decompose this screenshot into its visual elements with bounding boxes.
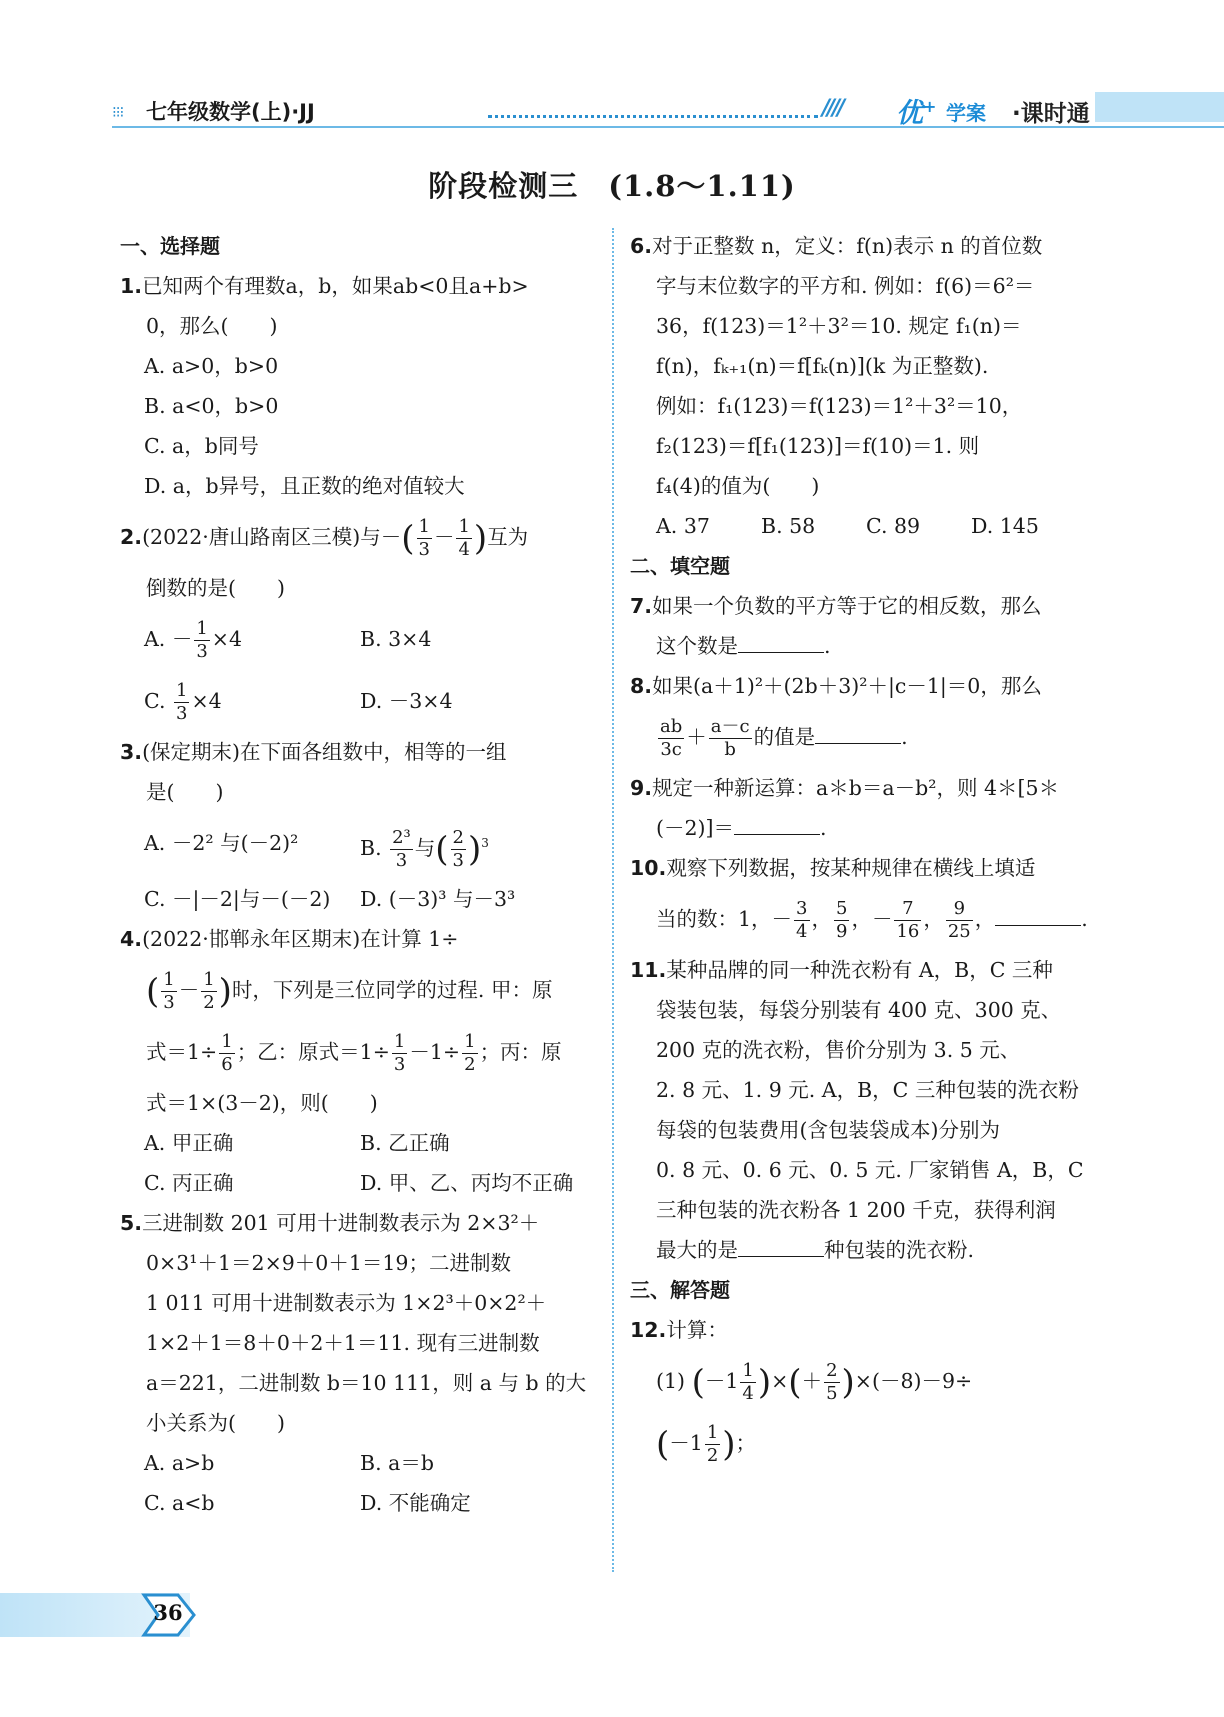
numerator: 2 — [826, 1360, 838, 1381]
denominator: 2 — [464, 1053, 476, 1075]
question-text: 0，那么( ) — [146, 314, 278, 338]
period: . — [824, 634, 831, 658]
question-1 — [120, 266, 598, 506]
expression-text: －1 — [704, 1369, 739, 1393]
fraction — [705, 1422, 720, 1467]
option-b: B. $\frac{\text{2³}}{3}$ 与( $\frac{2}{3}$ )$^3$ — [360, 826, 489, 871]
header-rule — [112, 126, 1224, 128]
question-text: 已知两个有理数a，b，如果ab<0且a+b> — [142, 274, 529, 298]
question-number: 10. — [630, 856, 667, 880]
question-text: 时，下列是三位同学的过程. 甲：原 — [231, 977, 553, 1002]
option-c: C. 89 — [866, 514, 921, 538]
numerator: 1 — [163, 968, 175, 990]
question-text: 规定一种新运算：a＊b＝a－b²，则 4＊[5＊ — [652, 776, 1060, 800]
numerator: 1 — [742, 1360, 754, 1381]
question-number: 11. — [630, 958, 667, 982]
fraction — [161, 969, 176, 1014]
question-text: f₂(123)＝f[f₁(123)]＝f(10)＝1. 则 — [656, 434, 980, 458]
denominator: 4 — [458, 539, 470, 560]
denominator: 6 — [221, 1053, 233, 1075]
brand-sub: 学案 — [946, 101, 986, 125]
fraction — [219, 1031, 234, 1076]
numerator: 1 — [458, 516, 470, 537]
section-heading-choice: 一、选择题 — [120, 234, 220, 258]
option-a: A. a>b — [144, 1450, 215, 1475]
brand-logo — [896, 91, 936, 130]
brand-plus: + — [923, 97, 937, 116]
question-text: ；乙：原式＝1÷ — [236, 1039, 390, 1064]
denominator: 3 — [418, 539, 430, 560]
option-text: ×4 — [191, 689, 222, 713]
option-row — [120, 608, 598, 670]
section-heading-solve: 三、解答题 — [630, 1278, 730, 1302]
question-number: 2. — [120, 525, 143, 549]
numerator: 1 — [464, 1030, 476, 1052]
question-5 — [120, 1203, 598, 1523]
option-row — [630, 506, 1106, 546]
expression-text: × — [771, 1369, 789, 1393]
option-text: 与 — [414, 835, 436, 860]
question-number: 3. — [120, 740, 143, 764]
option-a: A. a>0，b>0 — [144, 354, 279, 378]
question-text: ；丙：原 — [479, 1039, 562, 1064]
answer-blank[interactable] — [995, 901, 1081, 926]
option-c: C. a<b — [144, 1490, 215, 1515]
denominator: 3c — [658, 738, 684, 761]
numerator: ab — [660, 716, 683, 737]
denominator: 2 — [203, 991, 215, 1013]
expression-text: ＋ — [801, 1369, 823, 1393]
question-text: (2022·唐山路南区三模)与－ — [142, 525, 402, 549]
option-row — [120, 879, 598, 919]
denominator: 9 — [836, 921, 848, 942]
option-row — [120, 670, 598, 732]
option-text: A. － — [144, 627, 193, 651]
fraction — [392, 1031, 407, 1076]
page-title: 阶段检测三 (1.8～1.11) — [428, 169, 796, 203]
numerator: 7 — [902, 898, 914, 919]
part-label: (1) — [656, 1369, 686, 1393]
option-d: D. 不能确定 — [360, 1490, 471, 1515]
grid-dots-icon: ⁝⁝⁝ — [112, 103, 124, 121]
question-text: 对于正整数 n，定义：f(n)表示 n 的首位数 — [652, 234, 1043, 258]
expression-text: ×(－8)－9÷ — [854, 1369, 973, 1393]
column-divider — [612, 228, 614, 1572]
question-number: 4. — [120, 926, 143, 951]
question-text: 200 克的洗衣粉，售价分别为 3. 5 元、 — [656, 1038, 1021, 1062]
question-text: 观察下列数据，按某种规律在横线上填适 — [666, 856, 1036, 880]
question-text: 计算： — [666, 1318, 728, 1342]
option-row — [120, 1163, 598, 1203]
right-column — [630, 226, 1106, 1474]
expression-text: ； — [735, 1431, 757, 1455]
option-c: C. a，b同号 — [144, 434, 259, 458]
option-b: B. a＝b — [360, 1450, 434, 1475]
fraction — [174, 680, 189, 725]
option-c: C. 丙正确 — [144, 1170, 234, 1195]
numerator: a－c — [710, 716, 750, 737]
fraction — [658, 716, 684, 761]
option-c: C. －|－2|与－(－2) — [144, 886, 331, 911]
question-text: 36，f(123)＝1²＋3²＝10. 规定 f₁(n)＝ — [656, 314, 1022, 338]
question-number: 6. — [630, 234, 653, 258]
option-a: A. －2² 与(－2)² — [144, 831, 299, 855]
question-text: 某种品牌的同一种洗衣粉有 A，B，C 三种 — [666, 958, 1053, 982]
denominator: 16 — [896, 921, 920, 942]
question-7 — [630, 586, 1106, 666]
numerator: 1 — [196, 618, 208, 639]
series-name: ·课时通 — [1012, 101, 1090, 127]
option-d: D. －3×4 — [360, 689, 453, 713]
fraction — [462, 1031, 477, 1076]
numerator: 1 — [393, 1030, 406, 1052]
question-text: 互为 — [487, 525, 529, 549]
denominator: 3 — [393, 1053, 406, 1075]
denominator: b — [709, 738, 752, 761]
fraction — [451, 827, 466, 872]
question-number: 12. — [630, 1318, 667, 1342]
question-11 — [630, 950, 1106, 1270]
question-text: 0×3¹＋1＝2×9＋0＋1＝19；二进制数 — [146, 1250, 511, 1275]
denominator: 25 — [947, 921, 971, 942]
option-a — [144, 608, 360, 670]
numerator: 1 — [706, 1422, 719, 1443]
question-text: (保定期末)在下面各组数中，相等的一组 — [142, 740, 507, 764]
question-8: 8.如果(a＋1)²＋(2b＋3)²＋|c－1|＝0，那么 $\frac{ab}{3c}$ ＋ $\frac{a-c}{b}$ 的值是 . — [630, 674, 1042, 760]
numerator: 5 — [836, 898, 848, 919]
fraction — [417, 516, 432, 561]
fraction — [456, 516, 471, 561]
question-text: －1÷ — [409, 1039, 461, 1064]
denominator: 4 — [742, 1383, 754, 1404]
answer-blank[interactable] — [734, 810, 820, 835]
question-text: 1 011 可用十进制数表示为 1×2³＋0×2²＋ — [146, 1290, 547, 1315]
expression-text: －1 — [669, 1431, 703, 1455]
left-column — [120, 226, 598, 1523]
question-text: a＝221，二进制数 b＝10 111，则 a 与 b 的大 — [146, 1370, 587, 1395]
slash-stripes-icon: //// — [822, 96, 843, 121]
period: . — [901, 725, 908, 749]
option-d: D. a，b异号，且正数的绝对值较大 — [144, 474, 465, 498]
question-text: f(n)，fₖ₊₁(n)＝f[fₖ(n)](k 为正整数). — [656, 354, 989, 378]
question-4: 4.(2022·邯郸永年区期末)在计算 1÷ ( $\frac{1}{3}$ － $\frac{1}{2}$ )时，下列是三位同学的过程. 甲：原 式＝1÷ $\frac{1}{6}$ ；乙：原式＝1÷ $\frac{1}{3}$ －1÷ $\frac{1}{2}$ ；丙：原 式＝1×(3－2)，则( ) A. 甲正确 B. 乙正确 C. 丙正确 D. 甲、乙、丙均不正确 — [120, 919, 598, 1203]
option-b: B. a<0，b>0 — [144, 394, 279, 418]
option-c — [144, 670, 360, 732]
question-text: 字与末位数字的平方和. 例如：f(6)＝6²＝ — [656, 274, 1035, 298]
option-d: D. (－3)³ 与－3³ — [360, 886, 516, 911]
option-b: B. 乙正确 — [360, 1130, 450, 1155]
question-text: 是( ) — [146, 780, 224, 804]
question-number: 5. — [120, 1210, 143, 1235]
section-heading-fill: 二、填空题 — [630, 554, 730, 578]
option-row — [120, 812, 598, 879]
question-text: 1×2＋1＝8＋0＋2＋1＝11. 现有三进制数 — [146, 1330, 540, 1355]
numerator: 1 — [203, 968, 215, 990]
fraction — [834, 898, 849, 943]
denominator: 3 — [452, 849, 464, 871]
fraction — [201, 969, 216, 1014]
option-d: D. 145 — [971, 514, 1039, 538]
denominator: 3 — [196, 641, 208, 662]
numerator: 3 — [796, 898, 808, 919]
denominator: 3 — [390, 849, 413, 872]
question-text: 例如：f₁(123)＝f(123)＝1²＋3²＝10， — [656, 394, 1023, 418]
period: . — [1081, 907, 1088, 931]
option-row — [120, 1123, 598, 1163]
question-9 — [630, 768, 1106, 848]
header-band — [1095, 92, 1224, 122]
brand-name: 优 — [896, 98, 923, 129]
question-number: 8. — [630, 674, 653, 698]
denominator: 2 — [706, 1445, 719, 1466]
question-text: 最大的是 — [656, 1238, 738, 1262]
period: . — [820, 816, 827, 840]
page-number: 36 — [153, 1600, 183, 1625]
question-text: 这个数是 — [656, 634, 738, 658]
option-row — [120, 1483, 598, 1523]
fraction — [709, 716, 752, 761]
question-text: 三种包装的洗衣粉各 1 200 千克，获得利润 — [656, 1198, 1056, 1222]
question-number: 1. — [120, 274, 143, 298]
denominator: 3 — [176, 703, 188, 724]
fraction — [946, 898, 973, 943]
question-text: 袋装包装，每袋分别装有 400 克、300 克、 — [656, 998, 1062, 1022]
question-text: 当的数：1，－ — [656, 907, 793, 931]
option-text: C. — [144, 689, 172, 713]
question-text: f₄(4)的值为( ) — [656, 474, 820, 498]
answer-blank[interactable] — [738, 628, 824, 653]
option-d: D. 甲、乙、丙均不正确 — [360, 1170, 574, 1195]
question-12: 12.计算： (1) (－1 $\frac{1}{4}$ )×(＋ $\frac{2}{5}$ )×(－8)－9÷ (－1 $\frac{1}{2}$ )； — [630, 1318, 973, 1466]
option-a: A. 37 — [656, 514, 710, 538]
question-text: 如果(a＋1)²＋(2b＋3)²＋|c－1|＝0，那么 — [652, 674, 1042, 698]
option-b: B. 3×4 — [360, 627, 432, 651]
question-text: 三进制数 201 可用十进制数表示为 2×3²＋ — [142, 1210, 540, 1235]
answer-blank[interactable] — [738, 1232, 824, 1257]
option-b: B. 58 — [761, 514, 816, 538]
question-10: 10.观察下列数据，按某种规律在横线上填适 当的数：1，－ $\frac{3}{4}$ ， $\frac{5}{9}$ ，－ $\frac{7}{16}$ ， $\frac{9}{25}$ ， . — [630, 856, 1088, 942]
question-text: 的值是 — [753, 725, 816, 749]
question-text: 0. 8 元、0. 6 元、0. 5 元. 厂家销售 A，B，C — [656, 1158, 1084, 1182]
question-text: 倒数的是( ) — [146, 576, 285, 600]
book-title: 七年级数学(上)·JJ — [146, 100, 315, 124]
question-text: (－2)]＝ — [656, 816, 735, 840]
question-text: 小关系为( ) — [146, 1410, 285, 1435]
denominator: 3 — [163, 991, 175, 1013]
denominator: 4 — [796, 921, 808, 942]
fraction — [740, 1360, 755, 1405]
fraction — [390, 827, 413, 872]
question-text: 2. 8 元、1. 9 元. A，B，C 三种包装的洗衣粉 — [656, 1078, 1079, 1102]
fraction — [894, 898, 921, 943]
question-text: 式＝1÷ — [146, 1039, 218, 1064]
numerator: 9 — [953, 898, 966, 919]
question-6 — [630, 226, 1106, 546]
numerator: 2 — [452, 826, 464, 848]
option-a: A. 甲正确 — [144, 1130, 234, 1155]
question-text: (2022·邯郸永年区期末)在计算 1÷ — [142, 926, 459, 951]
denominator: 5 — [826, 1383, 838, 1404]
answer-blank[interactable] — [815, 719, 901, 744]
numerator: 1 — [176, 680, 188, 701]
question-3 — [120, 732, 598, 919]
fraction — [794, 898, 809, 943]
header-dotted-line — [488, 115, 818, 118]
numerator: 2³ — [392, 826, 411, 848]
fraction — [194, 618, 209, 663]
question-number: 9. — [630, 776, 653, 800]
question-number: 7. — [630, 594, 653, 618]
option-text: ×4 — [211, 627, 243, 651]
option-row — [120, 1443, 598, 1483]
numerator: 1 — [221, 1030, 233, 1052]
question-text: 如果一个负数的平方等于它的相反数，那么 — [652, 594, 1042, 618]
numerator: 1 — [418, 516, 430, 537]
question-text: 种包装的洗衣粉. — [824, 1238, 975, 1262]
question-2: 2.(2022·唐山路南区三模)与－( $\frac{1}{3}$ － $\frac{1}{4}$ )互为 倒数的是( ) A. － $\frac{1}{3}$ ×4 B. 3×4 C. $\frac{1}{3}$ ×4 D. －3×4 — [120, 506, 598, 732]
question-text: 式＝1×(3－2)，则( ) — [146, 1090, 378, 1115]
question-text: 每袋的包装费用(含包装袋成本)分别为 — [656, 1118, 1000, 1142]
option-text: B. — [360, 835, 389, 860]
fraction — [824, 1360, 839, 1405]
